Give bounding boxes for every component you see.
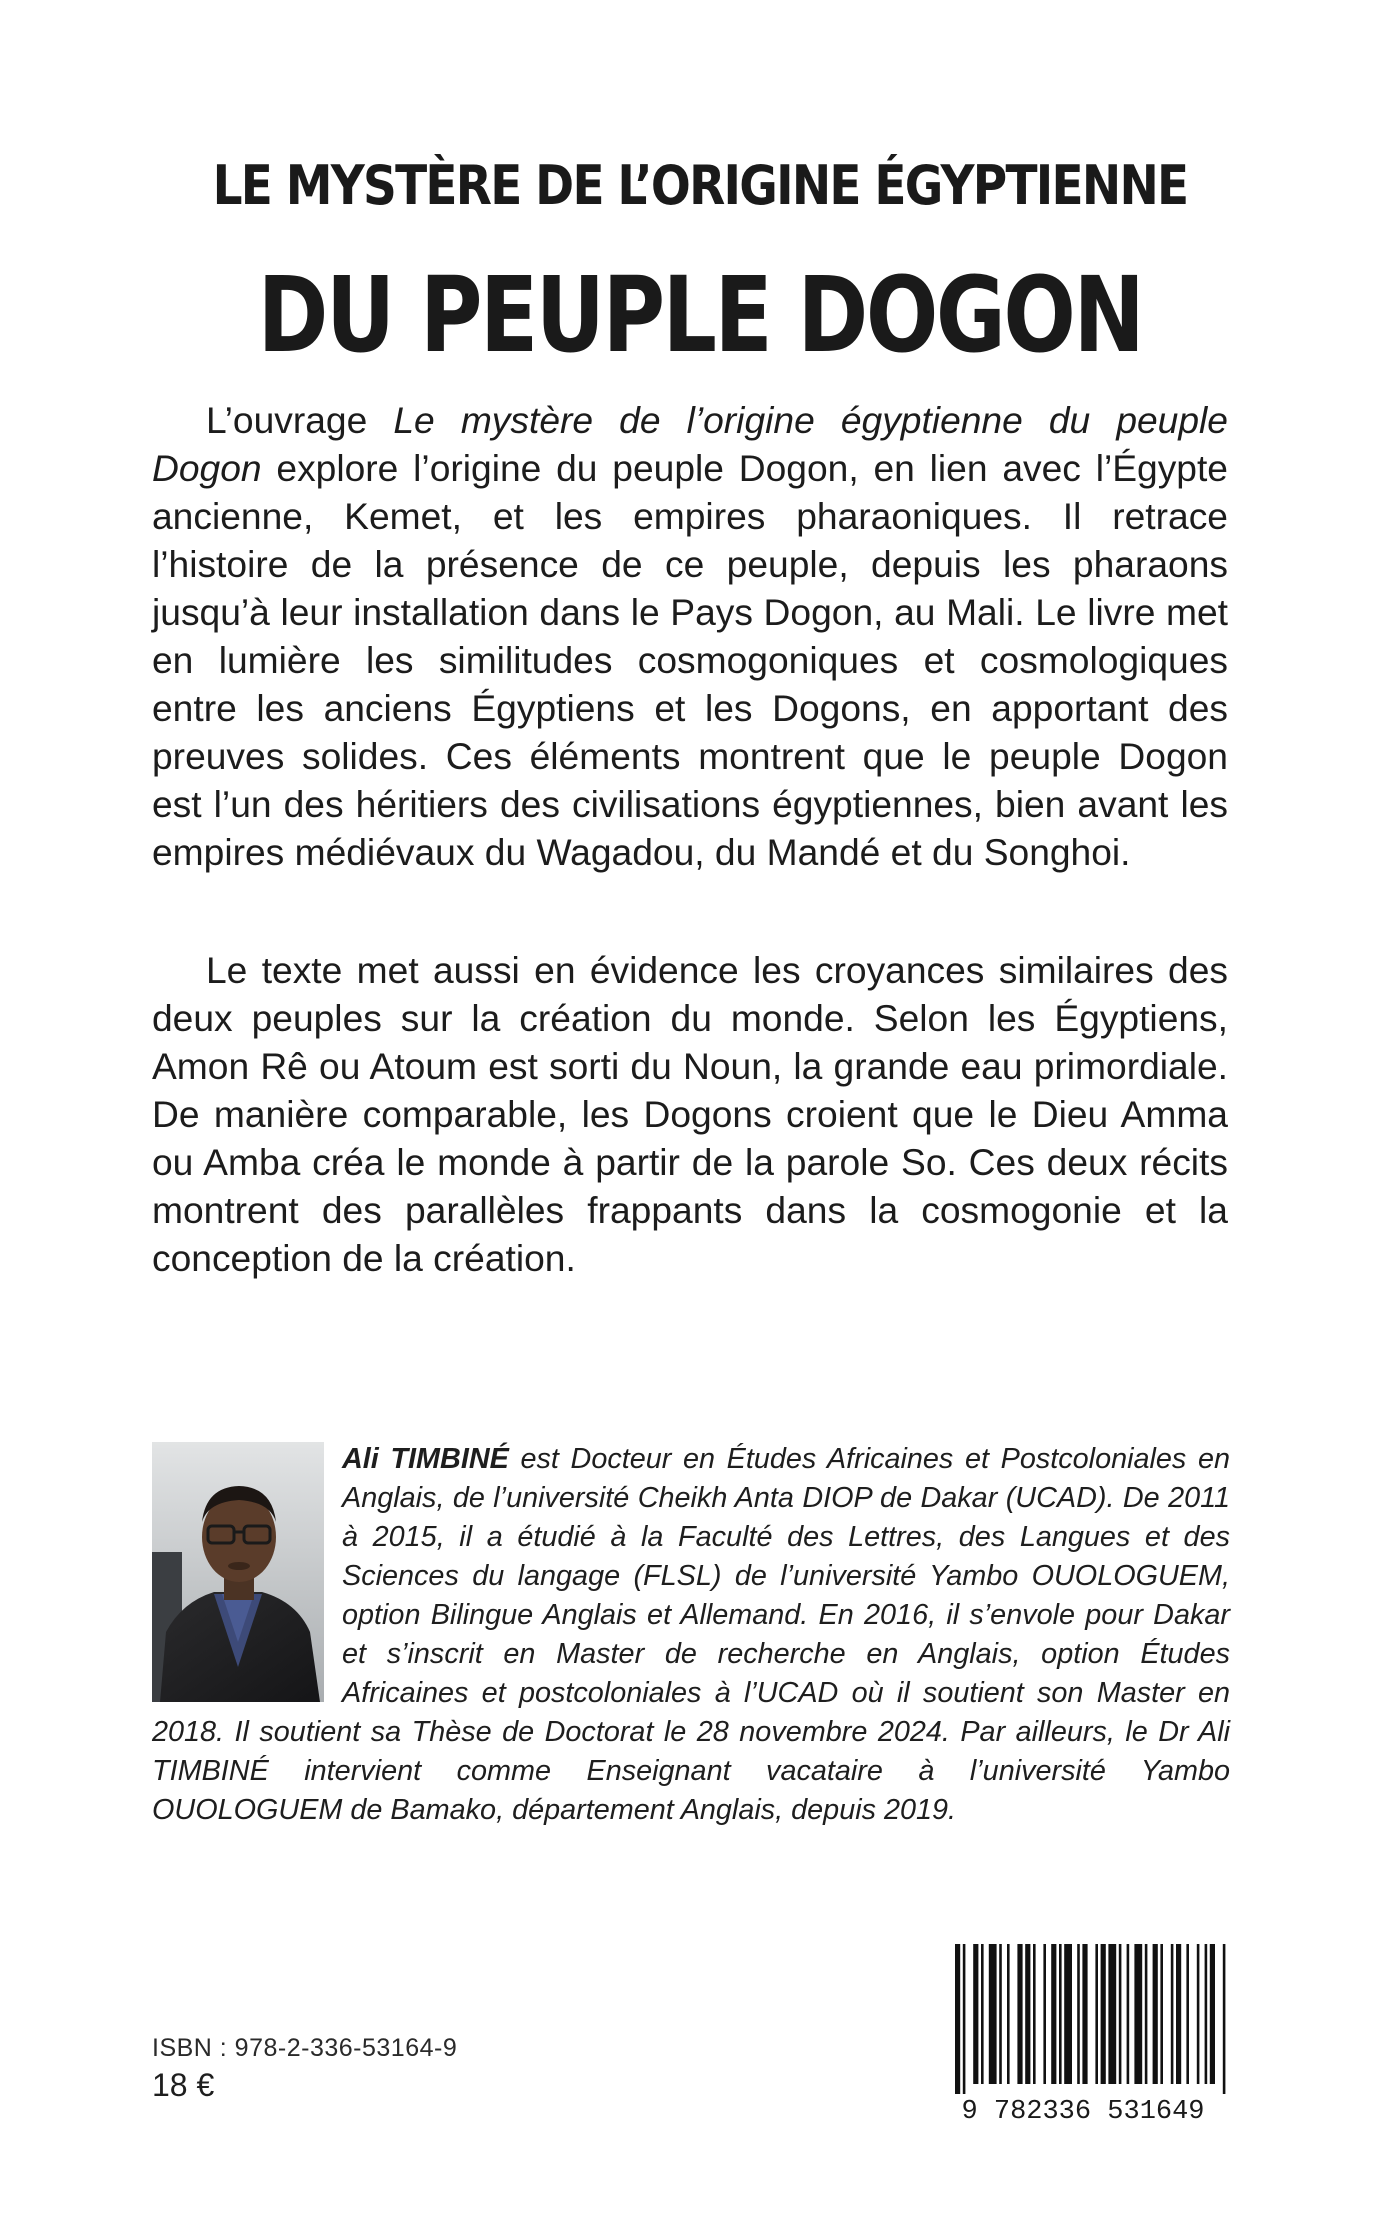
barcode-bar: [989, 1944, 997, 2084]
barcode-bar: [1205, 1944, 1208, 2084]
barcode-bar: [1101, 1944, 1106, 2084]
barcode-bar: [1033, 1944, 1036, 2084]
barcode-bar: [1145, 1944, 1148, 2084]
isbn: ISBN : 978-2-336-53164-9: [152, 2034, 458, 2062]
barcode-bar: [1197, 1944, 1200, 2084]
barcode-bar: [1064, 1944, 1072, 2084]
barcode-bar: [1095, 1944, 1098, 2084]
author-name: Ali TIMBINÉ: [342, 1443, 509, 1475]
book-title-italic: Le mystère de l’origine égyptienne du peuple Dogon: [152, 399, 1228, 489]
title-line-1: LE MYSTÈRE DE L’ORIGINE ÉGYPTIENNE: [212, 154, 1188, 218]
barcode-bar: [955, 1944, 960, 2094]
summary-body: explore l’origine du peuple Dogon, en lien avec l’Égypte ancienne, Kemet, et les empires pharaoniques. Il retrace l’histoire de la présence de ce peuple, depuis les pharaons jusqu’à leur installation dans le Pays Dogon, au Mali. Le livre met en lumière les similitudes cosmogoniques et cosmologiques entre les anciens Égyptiens et les Dogons, en apportant des preuves solides. Ces éléments montrent que le peuple Dogon est l’un des héritiers des civilisations égyptiennes, bien avant les empires médiévaux du Wagadou, du Mandé et du Songhoi.: [152, 447, 1228, 873]
summary-intro: L’ouvrage: [206, 399, 394, 441]
summary-paragraph-1: [152, 396, 1228, 876]
barcode-bar: [1119, 1944, 1122, 2084]
barcode-bar: [1127, 1944, 1130, 2084]
barcode-bar: [1108, 1944, 1116, 2084]
barcode-bar: [1171, 1944, 1174, 2084]
barcode: [935, 1936, 1231, 2126]
barcode-bar: [963, 1944, 966, 2094]
barcode-bar: [999, 1944, 1002, 2084]
barcode-bar: [1017, 1944, 1022, 2084]
barcode-bar: [1134, 1944, 1142, 2084]
barcode-bar: [1059, 1944, 1062, 2084]
barcode-bar: [1082, 1944, 1087, 2084]
price: 18 €: [152, 2067, 215, 2103]
barcode-digits: 9 782336 531649: [961, 2097, 1205, 2126]
barcode-bar: [1176, 1944, 1181, 2084]
barcode-bar: [1077, 1944, 1080, 2084]
barcode-bar: [1025, 1944, 1030, 2084]
barcode-bar: [1160, 1944, 1163, 2084]
barcode-bar: [1051, 1944, 1056, 2084]
barcode-bar: [981, 1944, 984, 2084]
barcode-bar: [1186, 1944, 1189, 2084]
author-bio: [152, 1440, 1230, 1830]
barcode-bar: [1007, 1944, 1010, 2084]
barcode-bar: [1153, 1944, 1158, 2084]
barcode-bar: [1223, 1944, 1226, 2094]
summary-paragraph-2: Le texte met aussi en évidence les croyances similaires des deux peuples sur la création du monde. Selon les Égyptiens, Amon Rê ou Atoum est sorti du Noun, la grande eau primordiale. De manière comparable, les Dogons croient que le Dieu Amma ou Amba créa le monde à partir de la parole So. Ces deux récits montrent des parallèles frappants dans la cosmogonie et la conception de la création.: [152, 949, 1228, 1279]
barcode-bars: [955, 1944, 1225, 2094]
barcode-bar: [1043, 1944, 1046, 2084]
barcode-bar: [1210, 1944, 1215, 2084]
barcode-bar: [973, 1944, 978, 2084]
title-line-2: DU PEUPLE DOGON: [257, 253, 1143, 376]
author-bio-text: est Docteur en Études Africaines et Postcoloniales en Anglais, de l’université Cheikh Anta DIOP de Dakar (UCAD). De 2011 à 2015, il a étudié à la Faculté des Lettres, des Langues et des Sciences du langage (FLSL) de l’université Yambo OUOLOGUEM, option Bilingue Anglais et Allemand. En 2016, il s’envole pour Dakar et s’inscrit en Master de recherche en Anglais, option Études Africaines et postcoloniales à l’UCAD où il soutient son Master en 2018. Il soutient sa Thèse de Doctorat le 28 novembre 2024. Par ailleurs, le Dr Ali TIMBINÉ intervient comme Enseignant vacataire à l’université Yambo OUOLOGUEM de Bamako, département Anglais, depuis 2019.: [152, 1443, 1230, 1826]
